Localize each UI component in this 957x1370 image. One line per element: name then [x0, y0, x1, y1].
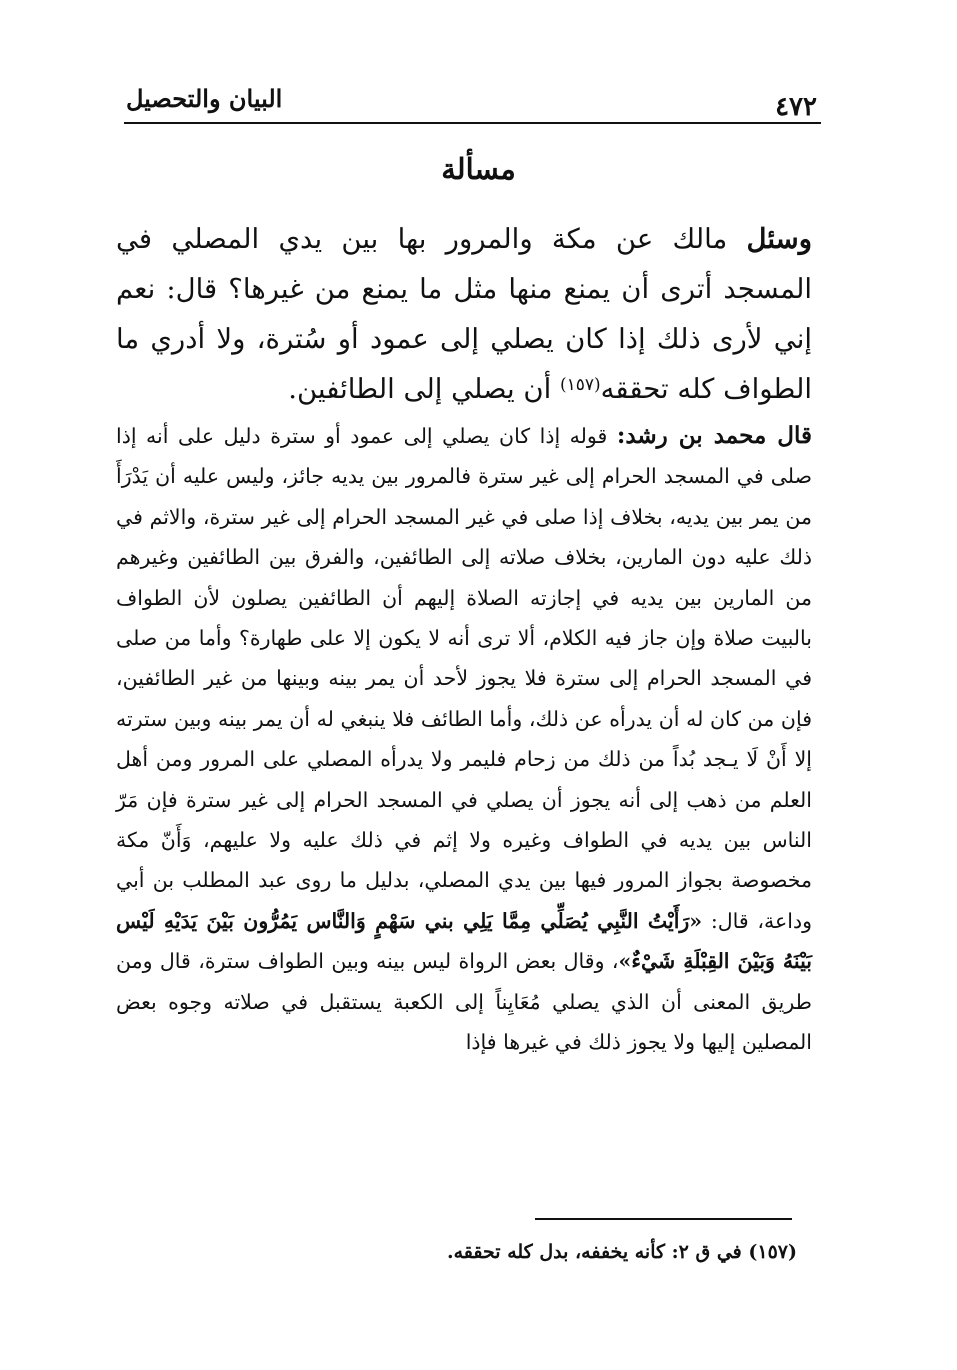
footnote-reference: (١٥٧)	[559, 375, 601, 395]
footnote-divider	[535, 1218, 792, 1220]
footnote: (١٥٧) في ق ٢: كأنه يخففه، بدل كله تحققه.	[447, 1241, 797, 1263]
running-title: البيان والتحصيل	[126, 84, 283, 113]
section-title: مسألة	[441, 152, 516, 186]
commentary-text: قوله إذا كان يصلي إلى عمود أو سترة دليل على أنه إذا صلى في المسجد الحرام إلى غير سترة فالمرور بين يديه جائز، وليس عليه أن يَدْرَأَ من يمر بين يديه، بخلاف إذا صلى في غير المسجد الحرام إلى غير سترة، والاثم في ذلك عليه دون المارين، بخلاف صلاته إلى الطائفين، والفرق بين الطائفين وغيرهم من المارين بين يديه في إجازته الصلاة إليهم أن الطائفين يصلون لأن الطواف بالبيت صلاة وإن جاز فيه الكلام، ألا ترى أنه لا يكون إلا على طهارة؟ وأما من صلى في المسجد الحرام إلى سترة فلا يجوز لأحد أن يمر بينه وبينها من غير الطائفين، فإن من كان له أن يدرأه عن ذلك، وأما الطائف فلا ينبغي له أن يمر بينه وبين سترته إلا أَنْ لَا يـجد بُداً من ذلك من زحام فليمر ولا يدرأه المصلي على المرور ومن أهل العلم من ذهب إلى أنه يجوز أن يصلي في المسجد الحرام إلى غير سترة فإن مَرّ الناس بين يديه في الطواف وغيره ولا إثم في ذلك عليه ولا عليهم، وَأَنّ مكة مخصوصة بجواز المرور فيها بين يدي المصلي، بدليل ما روى عبد المطلب بن أبي وداعة، قال:	[116, 424, 812, 933]
question-lead-word: وسئل	[746, 223, 812, 255]
question-tail: أن يصلي إلى الطائفين.	[288, 373, 560, 405]
question-text: مالك عن مكة والمرور بها بين يدي المصلي في المسجد أترى أن يمنع منها مثل ما يمنع من غيرها؟ قال: نعم إني لأرى ذلك إذا كان يصلي إلى عمود أو سُترة، ولا أدري ما الطواف كله تحققه	[116, 223, 812, 405]
commentary-author: قال محمد بن رشد:	[616, 422, 812, 449]
page-number: ٤٧٢	[775, 92, 817, 122]
commentary-text-continued: ، وقال بعض الرواة ليس بينه وبين الطواف سترة، قال ومن طريق المعنى أن الذي يصلي مُعَايِناً إلى الكعبة يستقبل في صلاته وجوه بعض المصلين إليها ولا يجوز ذلك في غيرها فإذا	[116, 949, 812, 1055]
question-paragraph	[116, 214, 812, 418]
header-divider	[124, 122, 821, 124]
hadith-quote: «رَأَيْتُ النَّبِي يُصَلِّي مِمَّا يَلِي بني سَهْمٍ وَالنَّاس يَمُرُّون بَيْنَ يَدَيْهِ لَيْس بَيْنَهُ وَبَيْنَ القِبْلَةِ شَيْءٌ»	[116, 908, 813, 974]
page-header	[118, 78, 817, 122]
commentary-paragraph	[116, 416, 812, 1063]
